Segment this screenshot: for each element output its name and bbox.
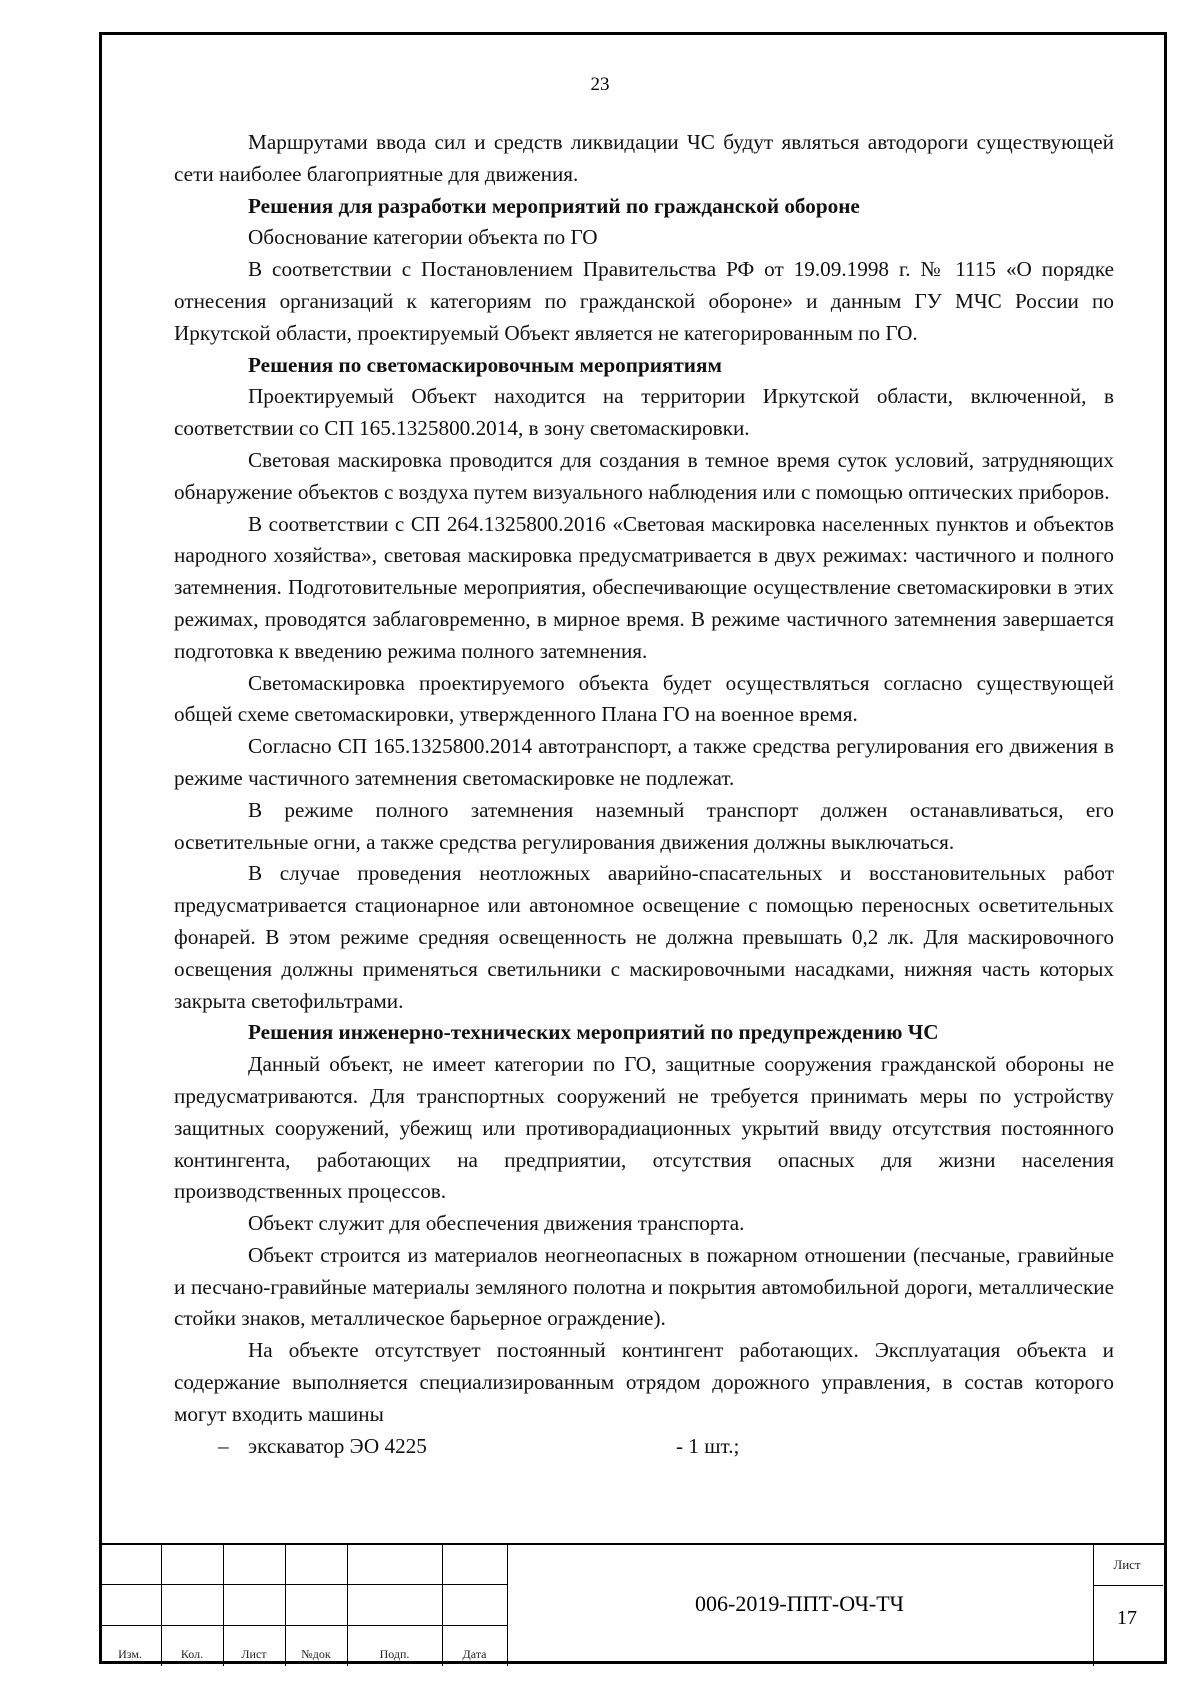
paragraph: Маршрутами ввода сил и средств ликвидации ЧС будут являться автодороги существующей сети наиболее благоприятные для движения.: [174, 130, 1114, 186]
document-code: 006-2019-ППТ-ОЧ-ТЧ: [695, 1591, 904, 1616]
list-item-quantity: - 1 шт.;: [676, 1433, 740, 1458]
section-heading: Решения для разработки мероприятий по гражданской обороне: [248, 193, 860, 218]
document-body: [174, 127, 1114, 1463]
paragraph: В случае проведения неотложных аварийно-спасательных и восстановительных работ предусматривается стационарное или автономное освещение с помощью переносных осветительных фонарей. В этом режиме средняя освещенность не должна превышать 0,2 лк. Для маскировочного освещения должны применяться светильники с маскировочными насадками, нижняя часть которых закрыта светофильтрами.: [174, 861, 1114, 1013]
stamp-divider: [99, 1584, 507, 1585]
section-heading: Решения по светомаскировочным мероприятиям: [248, 352, 722, 377]
title-block: [99, 1543, 1167, 1664]
paragraph: Согласно СП 165.1325800.2014 автотранспорт, а также средства регулирования его движения в режиме частичного затемнения светомаскировке не подлежат.: [174, 734, 1114, 790]
paragraph: В соответствии с Постановлением Правительства РФ от 19.09.1998 г. № 1115 «О порядке отнесения организаций к категориям по гражданской обороне» и данным ГУ МЧС России по Иркутской области, проектируемый Объект является не категорированным по ГО.: [174, 257, 1114, 345]
stamp-col-date: Дата: [462, 1647, 487, 1661]
page-number: 23: [590, 74, 610, 95]
stamp-col-sheet: Лист: [241, 1647, 267, 1661]
paragraph: Данный объект, не имеет категории по ГО, защитные сооружения гражданской обороны не предусматриваются. Для транспортных сооружений не требуется принимать меры по устройству защитных сооружений, убежищ или противорадиационных укрытий ввиду отсутствия постоянного контингента, работающих на предприятии, отсутствия опасных для жизни населения производственных процессов.: [174, 1052, 1114, 1204]
stamp-col-docnum: №док: [301, 1647, 331, 1661]
paragraph: В режиме полного затемнения наземный транспорт должен останавливаться, его осветительные огни, а также средства регулирования движения должны выключаться.: [174, 797, 1114, 854]
stamp-divider: [1093, 1585, 1163, 1586]
stamp-col-signature: Подп.: [379, 1647, 410, 1661]
stamp-col-change: Изм.: [118, 1647, 142, 1661]
paragraph: Объект строится из материалов неогнеопасных в пожарном отношении (песчаные, гравийные и песчано-гравийные материалы земляного полотна и покрытия автомобильной дороги, металлические стойки знаков, металлическое барьерное ограждение).: [174, 1242, 1114, 1331]
paragraph: Обоснование категории объекта по ГО: [248, 225, 598, 250]
sheet-label: Лист: [1113, 1557, 1141, 1572]
list-item-name: экскаватор ЭО 4225: [248, 1433, 427, 1458]
paragraph: Проектируемый Объект находится на территории Иркутской области, включенной, в соответствии со СП 165.1325800.2014, в зону светомаскировки.: [174, 384, 1114, 441]
paragraph: Объект служит для обеспечения движения транспорта.: [248, 1211, 745, 1236]
stamp-col-qty: Кол.: [180, 1647, 204, 1661]
sheet-number: 17: [1117, 1607, 1137, 1629]
stamp-divider: [99, 1625, 507, 1626]
list-item: [174, 1431, 1114, 1463]
paragraph: На объекте отсутствует постоянный контингент работающих. Эксплуатация объекта и содержание выполняется специализированным отрядом дорожного управления, в состав которого могут входить машины: [174, 1338, 1114, 1426]
paragraph: Световая маскировка проводится для создания в темное время суток условий, затрудняющих обнаружение объектов с воздуха путем визуального наблюдения или с помощью оптических приборов.: [174, 447, 1114, 504]
paragraph: В соответствии с СП 264.1325800.2016 «Световая маскировка населенных пунктов и объектов народного хозяйства», световая маскировка предусматривается в двух режимах: частичного и полного затемнения. Подготовительные мероприятия, обеспечивающие осуществление светомаскировки в этих режимах, проводятся заблаговременно, в мирное время. В режиме частичного затемнения завершается подготовка к введению режима полного затемнения.: [174, 511, 1114, 663]
section-heading: Решения инженерно-технических мероприятий по предупреждению ЧС: [248, 1020, 939, 1045]
paragraph: Светомаскировка проектируемого объекта будет осуществляться согласно существующей общей схеме светомаскировки, утвержденного Плана ГО на военное время.: [174, 670, 1114, 727]
list-dash: –: [218, 1433, 229, 1458]
